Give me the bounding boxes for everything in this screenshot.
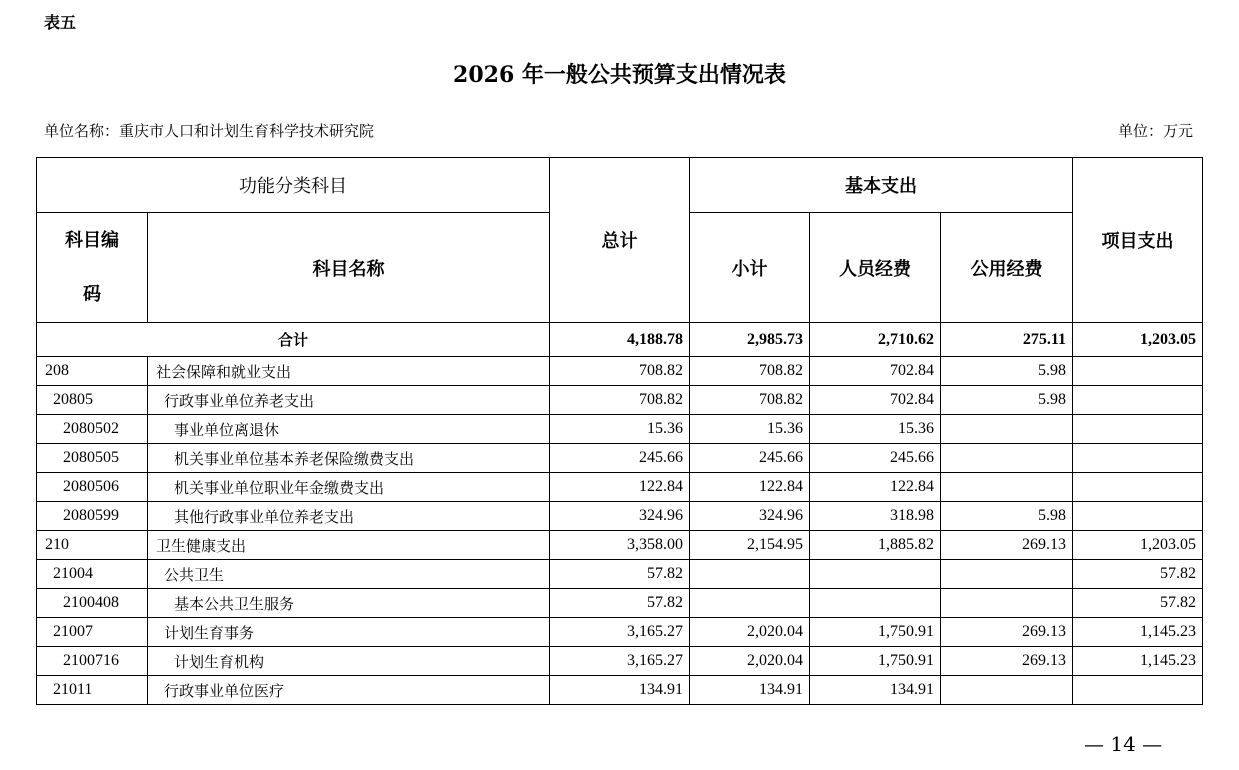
total-row-label: 合计 <box>37 323 550 357</box>
row-total: 245.66 <box>550 444 690 473</box>
row-name: 社会保障和就业支出 <box>148 357 550 386</box>
row-name: 计划生育机构 <box>148 647 550 676</box>
row-code: 21011 <box>37 676 148 705</box>
row-total: 122.84 <box>550 473 690 502</box>
code-header-line1: 科目编 <box>65 229 119 251</box>
row-code: 20805 <box>37 386 148 415</box>
table-row <box>37 473 1203 502</box>
table-row <box>37 502 1203 531</box>
row-public: 269.13 <box>941 531 1073 560</box>
row-code: 2080599 <box>37 502 148 531</box>
row-public: 269.13 <box>941 618 1073 647</box>
personnel-header: 人员经费 <box>810 213 941 323</box>
row-personnel: 318.98 <box>810 502 941 531</box>
table-row <box>37 647 1203 676</box>
row-total: 3,165.27 <box>550 647 690 676</box>
row-project <box>1073 473 1203 502</box>
row-name: 行政事业单位养老支出 <box>148 386 550 415</box>
table-row <box>37 676 1203 705</box>
page-title: 2026 年一般公共预算支出情况表 <box>453 62 786 88</box>
name-header: 科目名称 <box>148 213 550 323</box>
row-total: 3,358.00 <box>550 531 690 560</box>
row-subtotal: 134.91 <box>690 676 810 705</box>
basic-expenditure-header: 基本支出 <box>690 158 1073 213</box>
row-public: 5.98 <box>941 502 1073 531</box>
row-code: 2080505 <box>37 444 148 473</box>
row-subtotal: 2,020.04 <box>690 618 810 647</box>
row-subtotal: 2,020.04 <box>690 647 810 676</box>
row-name: 机关事业单位基本养老保险缴费支出 <box>148 444 550 473</box>
row-total: 324.96 <box>550 502 690 531</box>
row-name: 计划生育事务 <box>148 618 550 647</box>
row-total: 708.82 <box>550 357 690 386</box>
total-row-personnel: 2,710.62 <box>810 323 941 357</box>
total-row-public: 275.11 <box>941 323 1073 357</box>
row-subtotal: 2,154.95 <box>690 531 810 560</box>
row-total: 57.82 <box>550 589 690 618</box>
total-row-project: 1,203.05 <box>1073 323 1203 357</box>
code-header-line2: 码 <box>83 283 101 305</box>
total-row <box>37 323 1203 357</box>
row-code: 21007 <box>37 618 148 647</box>
row-code: 2080502 <box>37 415 148 444</box>
row-subtotal: 245.66 <box>690 444 810 473</box>
row-total: 15.36 <box>550 415 690 444</box>
row-code: 2100716 <box>37 647 148 676</box>
row-name: 公共卫生 <box>148 560 550 589</box>
row-personnel: 122.84 <box>810 473 941 502</box>
code-header <box>37 213 148 323</box>
row-project: 1,145.23 <box>1073 647 1203 676</box>
row-project <box>1073 357 1203 386</box>
row-public: 5.98 <box>941 386 1073 415</box>
row-project: 57.82 <box>1073 589 1203 618</box>
row-name: 行政事业单位医疗 <box>148 676 550 705</box>
table-row <box>37 560 1203 589</box>
row-personnel: 1,750.91 <box>810 618 941 647</box>
row-project: 1,203.05 <box>1073 531 1203 560</box>
total-header: 总计 <box>550 158 690 323</box>
row-personnel <box>810 560 941 589</box>
unit-label: 单位：万元 <box>1117 122 1193 140</box>
row-name: 其他行政事业单位养老支出 <box>148 502 550 531</box>
row-total: 708.82 <box>550 386 690 415</box>
row-total: 134.91 <box>550 676 690 705</box>
row-public: 269.13 <box>941 647 1073 676</box>
row-project <box>1073 444 1203 473</box>
row-personnel: 702.84 <box>810 357 941 386</box>
public-header: 公用经费 <box>941 213 1073 323</box>
subtotal-header: 小计 <box>690 213 810 323</box>
row-personnel: 134.91 <box>810 676 941 705</box>
row-public <box>941 676 1073 705</box>
row-public <box>941 589 1073 618</box>
row-total: 3,165.27 <box>550 618 690 647</box>
row-code: 2100408 <box>37 589 148 618</box>
project-expenditure-header: 项目支出 <box>1073 158 1203 323</box>
row-subtotal: 708.82 <box>690 357 810 386</box>
row-code: 208 <box>37 357 148 386</box>
row-public <box>941 415 1073 444</box>
row-project: 57.82 <box>1073 560 1203 589</box>
header-row-1 <box>37 158 1203 213</box>
table-row <box>37 386 1203 415</box>
page-number: — 14 — <box>1084 732 1163 756</box>
table-row <box>37 589 1203 618</box>
row-public <box>941 560 1073 589</box>
row-name: 基本公共卫生服务 <box>148 589 550 618</box>
row-code: 210 <box>37 531 148 560</box>
row-project: 1,145.23 <box>1073 618 1203 647</box>
total-row-subtotal: 2,985.73 <box>690 323 810 357</box>
row-name: 事业单位离退休 <box>148 415 550 444</box>
table-label: 表五 <box>44 13 77 32</box>
table-row <box>37 357 1203 386</box>
row-code: 2080506 <box>37 473 148 502</box>
row-personnel: 1,885.82 <box>810 531 941 560</box>
row-project <box>1073 676 1203 705</box>
row-name: 机关事业单位职业年金缴费支出 <box>148 473 550 502</box>
functional-category-header: 功能分类科目 <box>37 158 550 213</box>
row-personnel <box>810 589 941 618</box>
row-personnel: 1,750.91 <box>810 647 941 676</box>
row-project <box>1073 386 1203 415</box>
row-subtotal: 122.84 <box>690 473 810 502</box>
row-total: 57.82 <box>550 560 690 589</box>
row-personnel: 15.36 <box>810 415 941 444</box>
row-public <box>941 444 1073 473</box>
row-subtotal: 324.96 <box>690 502 810 531</box>
row-project <box>1073 415 1203 444</box>
row-name: 卫生健康支出 <box>148 531 550 560</box>
table-row <box>37 444 1203 473</box>
row-personnel: 702.84 <box>810 386 941 415</box>
unit-name: 单位名称：重庆市人口和计划生育科学技术研究院 <box>44 122 375 140</box>
row-subtotal: 708.82 <box>690 386 810 415</box>
row-public <box>941 473 1073 502</box>
table-row <box>37 531 1203 560</box>
budget-table <box>36 157 1203 705</box>
row-subtotal <box>690 560 810 589</box>
row-subtotal: 15.36 <box>690 415 810 444</box>
row-project <box>1073 502 1203 531</box>
table-row <box>37 618 1203 647</box>
total-row-total: 4,188.78 <box>550 323 690 357</box>
row-code: 21004 <box>37 560 148 589</box>
row-public: 5.98 <box>941 357 1073 386</box>
table-row <box>37 415 1203 444</box>
row-subtotal <box>690 589 810 618</box>
row-personnel: 245.66 <box>810 444 941 473</box>
